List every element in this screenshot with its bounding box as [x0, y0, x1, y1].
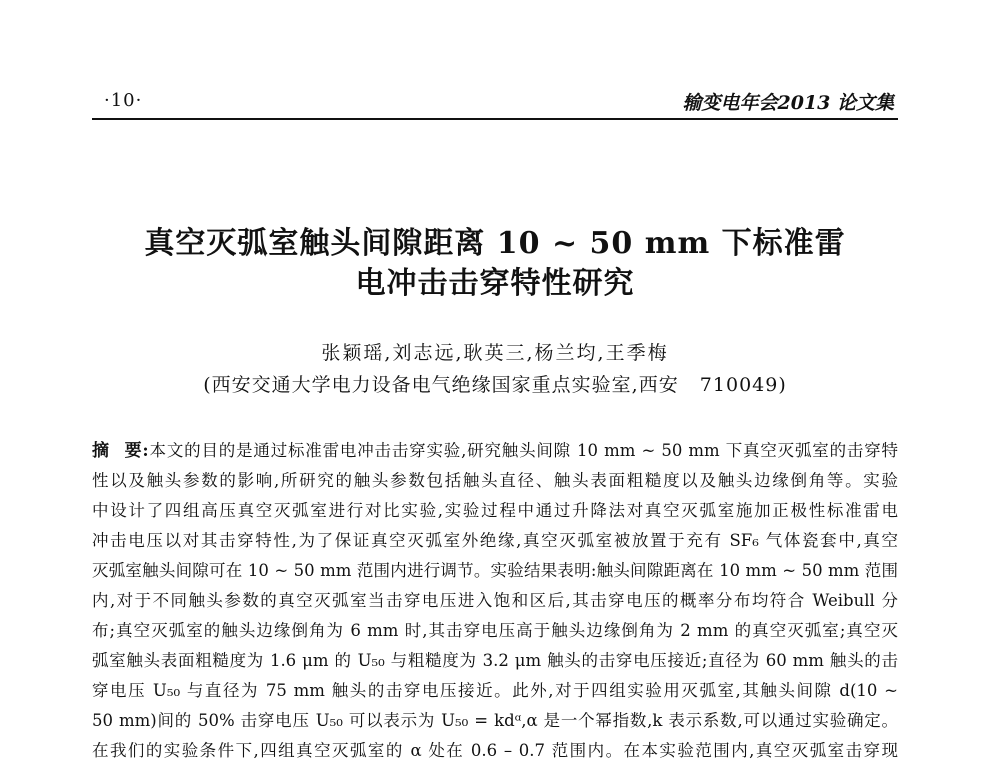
paper-title-line-1: 真空灭弧室触头间隙距离 10 ~ 50 mm 下标准雷 [144, 226, 846, 261]
abstract-line-text: 本文的目的是通过标准雷电冲击击穿实验,研究触头间隙 10 mm ~ 50 mm 下真空灭弧室的击穿特 [148, 441, 898, 460]
abstract-line: 内,对于不同触头参数的真空灭弧室当击穿电压进入饱和区后,其击穿电压的概率分布均符合 Weibull 分 [92, 591, 898, 610]
paper-title-line-2: 电冲击击穿特性研究 [355, 266, 635, 301]
abstract-label [92, 441, 149, 461]
abstract-line: 布;真空灭弧室的触头边缘倒角为 6 mm 时,其击穿电压高于触头边缘倒角为 2 mm 的真空灭弧室;真空灭 [92, 621, 898, 640]
abstract-line: 性以及触头参数的影响,所研究的触头参数包括触头直径、触头表面粗糙度以及触头边缘倒角等。实验 [92, 471, 898, 490]
abstract-line: 50 mm)间的 50% 击穿电压 U₅₀ 可以表示为 U₅₀ = kdᵅ,α 是一个幂指数,k 表示系数,可以通过实验确定。 [92, 711, 898, 730]
abstract-label-char-2: 要: [123, 441, 149, 461]
abstract-line: 冲击电压以对其击穿特性,为了保证真空灭弧室外绝缘,真空灭弧室被放置于充有 SF₆ 气体瓷套中,真空 [92, 531, 898, 550]
author-affiliation: (西安交通大学电力设备电气绝缘国家重点实验室,西安 710049) [203, 374, 787, 396]
abstract-line: 在我们的实验条件下,四组真空灭弧室的 α 处在 0.6 – 0.7 范围内。在本实验范围内,真空灭弧室击穿现 [92, 741, 898, 760]
page-number: ·10· [104, 90, 143, 111]
abstract-line: 中设计了四组高压真空灭弧室进行对比实验,实验过程中通过升降法对真空灭弧室施加正极性标准雷电 [92, 501, 898, 520]
abstract-line [92, 436, 898, 466]
abstract-line: 灭弧室触头间隙可在 10 ~ 50 mm 范围内进行调节。实验结果表明:触头间隙距离在 10 mm ~ 50 mm 范围 [92, 561, 898, 580]
abstract-line: 弧室触头表面粗糙度为 1.6 μm 的 U₅₀ 与粗糙度为 3.2 μm 触头的击穿电压接近;直径为 60 mm 触头的击 [92, 651, 898, 670]
abstract-label-char-1: 摘 [92, 441, 110, 461]
journal-name: 输变电年会2013 论文集 [682, 92, 894, 114]
author-list: 张颖瑶,刘志远,耿英三,杨兰均,王季梅 [321, 342, 669, 364]
abstract [92, 436, 898, 760]
running-header [92, 86, 898, 120]
abstract-line: 穿电压 U₅₀ 与直径为 75 mm 触头的击穿电压接近。此外,对于四组实验用灭弧室,其触头间隙 d(10 ~ [92, 681, 898, 700]
